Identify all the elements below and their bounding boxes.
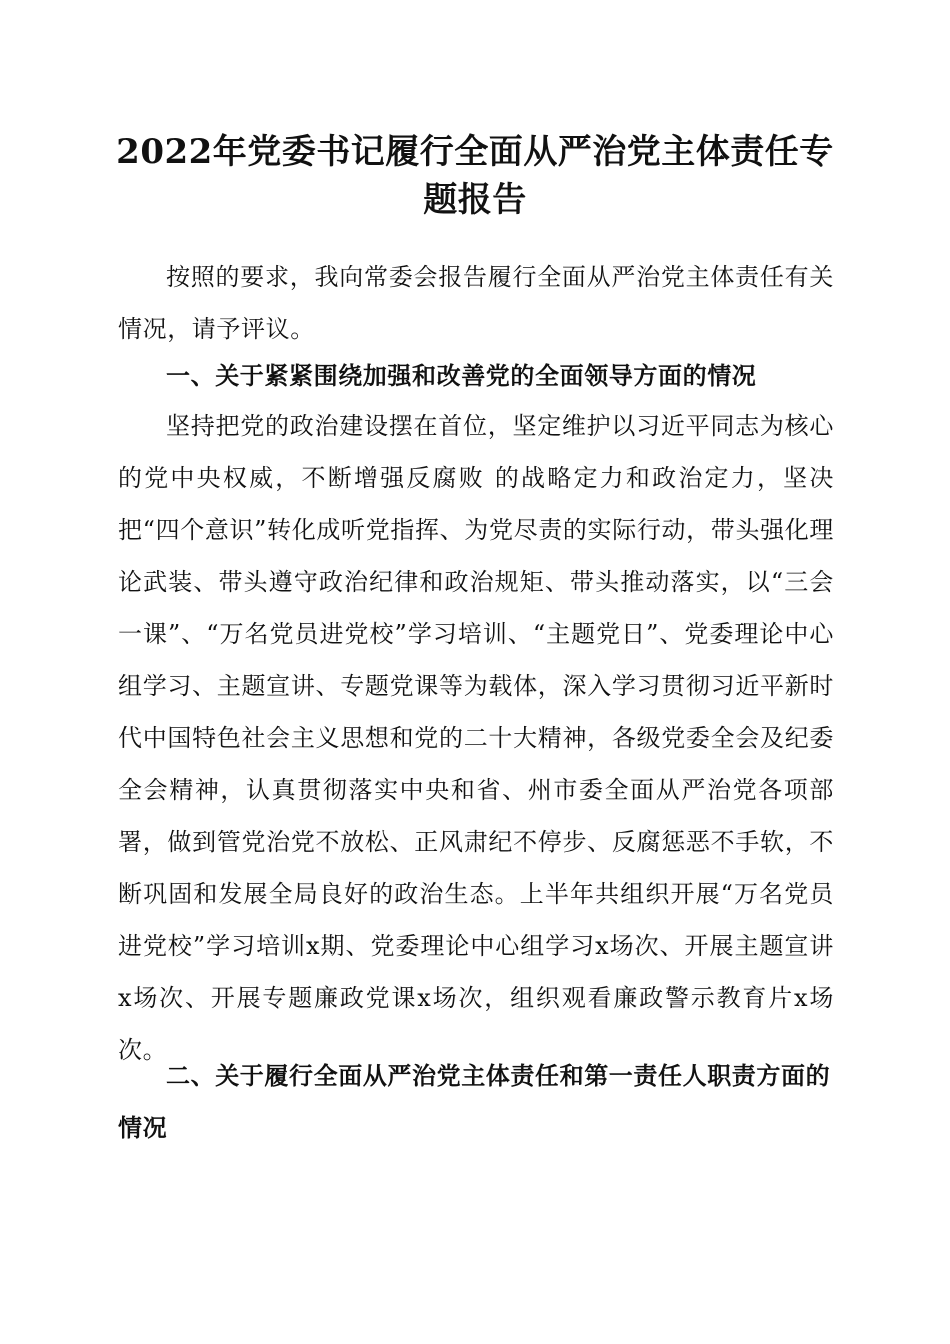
section1-heading: 一、关于紧紧围绕加强和改善党的全面领导方面的情况 — [166, 361, 757, 390]
section2-heading: 二、关于履行全面从严治党主体责任和第一责任人职责方面的情况 — [118, 1061, 831, 1142]
document-title: 2022年党委书记履行全面从严治党主体责任专题报告 — [116, 132, 834, 220]
section1-body: 坚持把党的政治建设摆在首位，坚定维护以习近平同志为核心的党中央权威，不断增强反腐败 的战略定力和政治定力，坚决把“四个意识”转化成听党指挥、为党尽责的实际行动，带头强化理论武装、带头遵守政治纪律和政治规矩、带头推动落实，以“三会一课”、“万名党员进党校”学习培训、“主题党日”、党委理论中心组学习、主题宣讲、专题党课等为载体，深入学习贯彻习近平新时代中国特色社会主义思想和党的二十大精神，各级党委全会及纪委全会精神，认真贯彻落实中央和省、州市委全面从严治党各项部署，做到管党治党不放松、正风肃纪不停步、反腐惩恶不手软，不断巩固和发展全局良好的政治生态。上半年共组织开展“万名党员进党校”学习培训x期、党委理论中心组学习x场次、开展主题宣讲x场次、开展专题廉政党课x场次，组织观看廉政警示教育片x场次。 — [118, 412, 834, 1064]
intro-paragraph: 按照的要求，我向常委会报告履行全面从严治党主体责任有关情况，请予评议。 — [118, 263, 834, 343]
